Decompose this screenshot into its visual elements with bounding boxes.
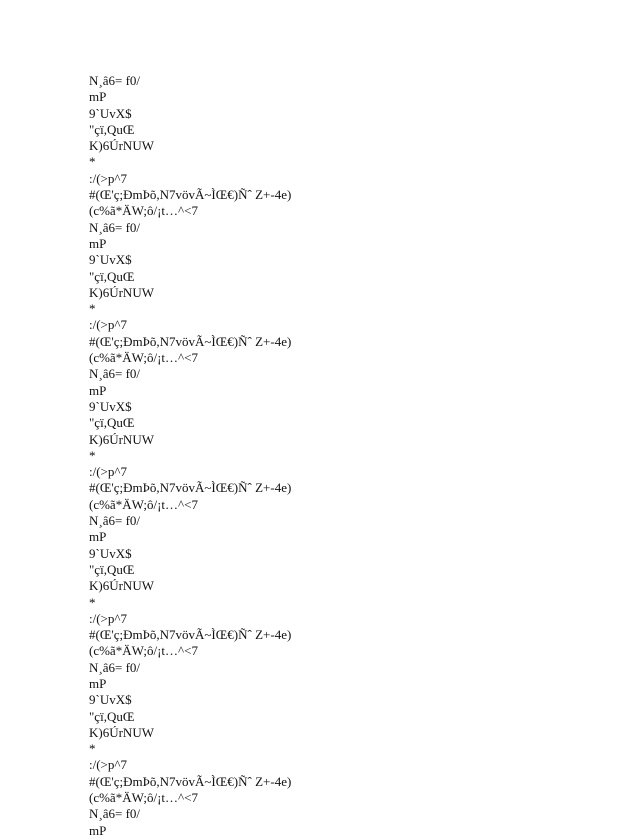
text-line: (c%ã*ÄW;ô/¡t…^<7 — [89, 643, 198, 659]
text-line: * — [89, 154, 96, 170]
text-line: N¸â6= f0/ — [89, 806, 141, 822]
text-line: :/(>p^7 — [89, 757, 127, 773]
text-line: (c%ã*ÄW;ô/¡t…^<7 — [89, 203, 198, 219]
text-line: (c%ã*ÄW;ô/¡t…^<7 — [89, 496, 198, 512]
text-line: 9`UvX$ — [89, 692, 132, 708]
text-line: mP — [89, 529, 107, 545]
text-line: N¸â6= f0/ — [89, 659, 141, 675]
text-line: "çï,QuŒ — [89, 268, 135, 284]
text-line: K)6ÚrNUW — [89, 284, 154, 300]
text-line: "çï,QuŒ — [89, 561, 135, 577]
text-line: K)6ÚrNUW — [89, 578, 154, 594]
text-line: #(Œ'ç;ÐmÞõ,N7vövÃ~ÌŒ€)Ñˆ Z+-4e) — [89, 333, 292, 349]
text-line: 9`UvX$ — [89, 398, 132, 414]
text-line: 9`UvX$ — [89, 252, 132, 268]
text-line: mP — [89, 235, 107, 251]
text-line: mP — [89, 382, 107, 398]
text-line: K)6ÚrNUW — [89, 138, 154, 154]
text-line: (c%ã*ÄW;ô/¡t…^<7 — [89, 350, 198, 366]
text-line: * — [89, 447, 96, 463]
text-line: N¸â6= f0/ — [89, 219, 141, 235]
text-line: * — [89, 301, 96, 317]
text-line: :/(>p^7 — [89, 464, 127, 480]
text-line: "çï,QuŒ — [89, 708, 135, 724]
text-line: #(Œ'ç;ÐmÞõ,N7vövÃ~ÌŒ€)Ñˆ Z+-4e) — [89, 187, 292, 203]
text-line: :/(>p^7 — [89, 610, 127, 626]
text-line: N¸â6= f0/ — [89, 513, 141, 529]
text-line: #(Œ'ç;ÐmÞõ,N7vövÃ~ÌŒ€)Ñˆ Z+-4e) — [89, 627, 292, 643]
text-line: mP — [89, 822, 107, 838]
text-line: :/(>p^7 — [89, 170, 127, 186]
text-line: N¸â6= f0/ — [89, 366, 141, 382]
text-line: "çï,QuŒ — [89, 415, 135, 431]
text-line: * — [89, 741, 96, 757]
text-line: #(Œ'ç;ÐmÞõ,N7vövÃ~ÌŒ€)Ñˆ Z+-4e) — [89, 480, 292, 496]
text-line: :/(>p^7 — [89, 317, 127, 333]
text-line: (c%ã*ÄW;ô/¡t…^<7 — [89, 790, 198, 806]
text-line: #(Œ'ç;ÐmÞõ,N7vövÃ~ÌŒ€)Ñˆ Z+-4e) — [89, 773, 292, 789]
text-line: "çï,QuŒ — [89, 121, 135, 137]
text-line: mP — [89, 89, 107, 105]
document-text-block — [89, 73, 291, 839]
text-line: 9`UvX$ — [89, 105, 132, 121]
text-line: * — [89, 594, 96, 610]
text-line: K)6ÚrNUW — [89, 724, 154, 740]
text-line: 9`UvX$ — [89, 545, 132, 561]
text-line: K)6ÚrNUW — [89, 431, 154, 447]
text-line: mP — [89, 675, 107, 691]
text-line: N¸â6= f0/ — [89, 73, 141, 88]
